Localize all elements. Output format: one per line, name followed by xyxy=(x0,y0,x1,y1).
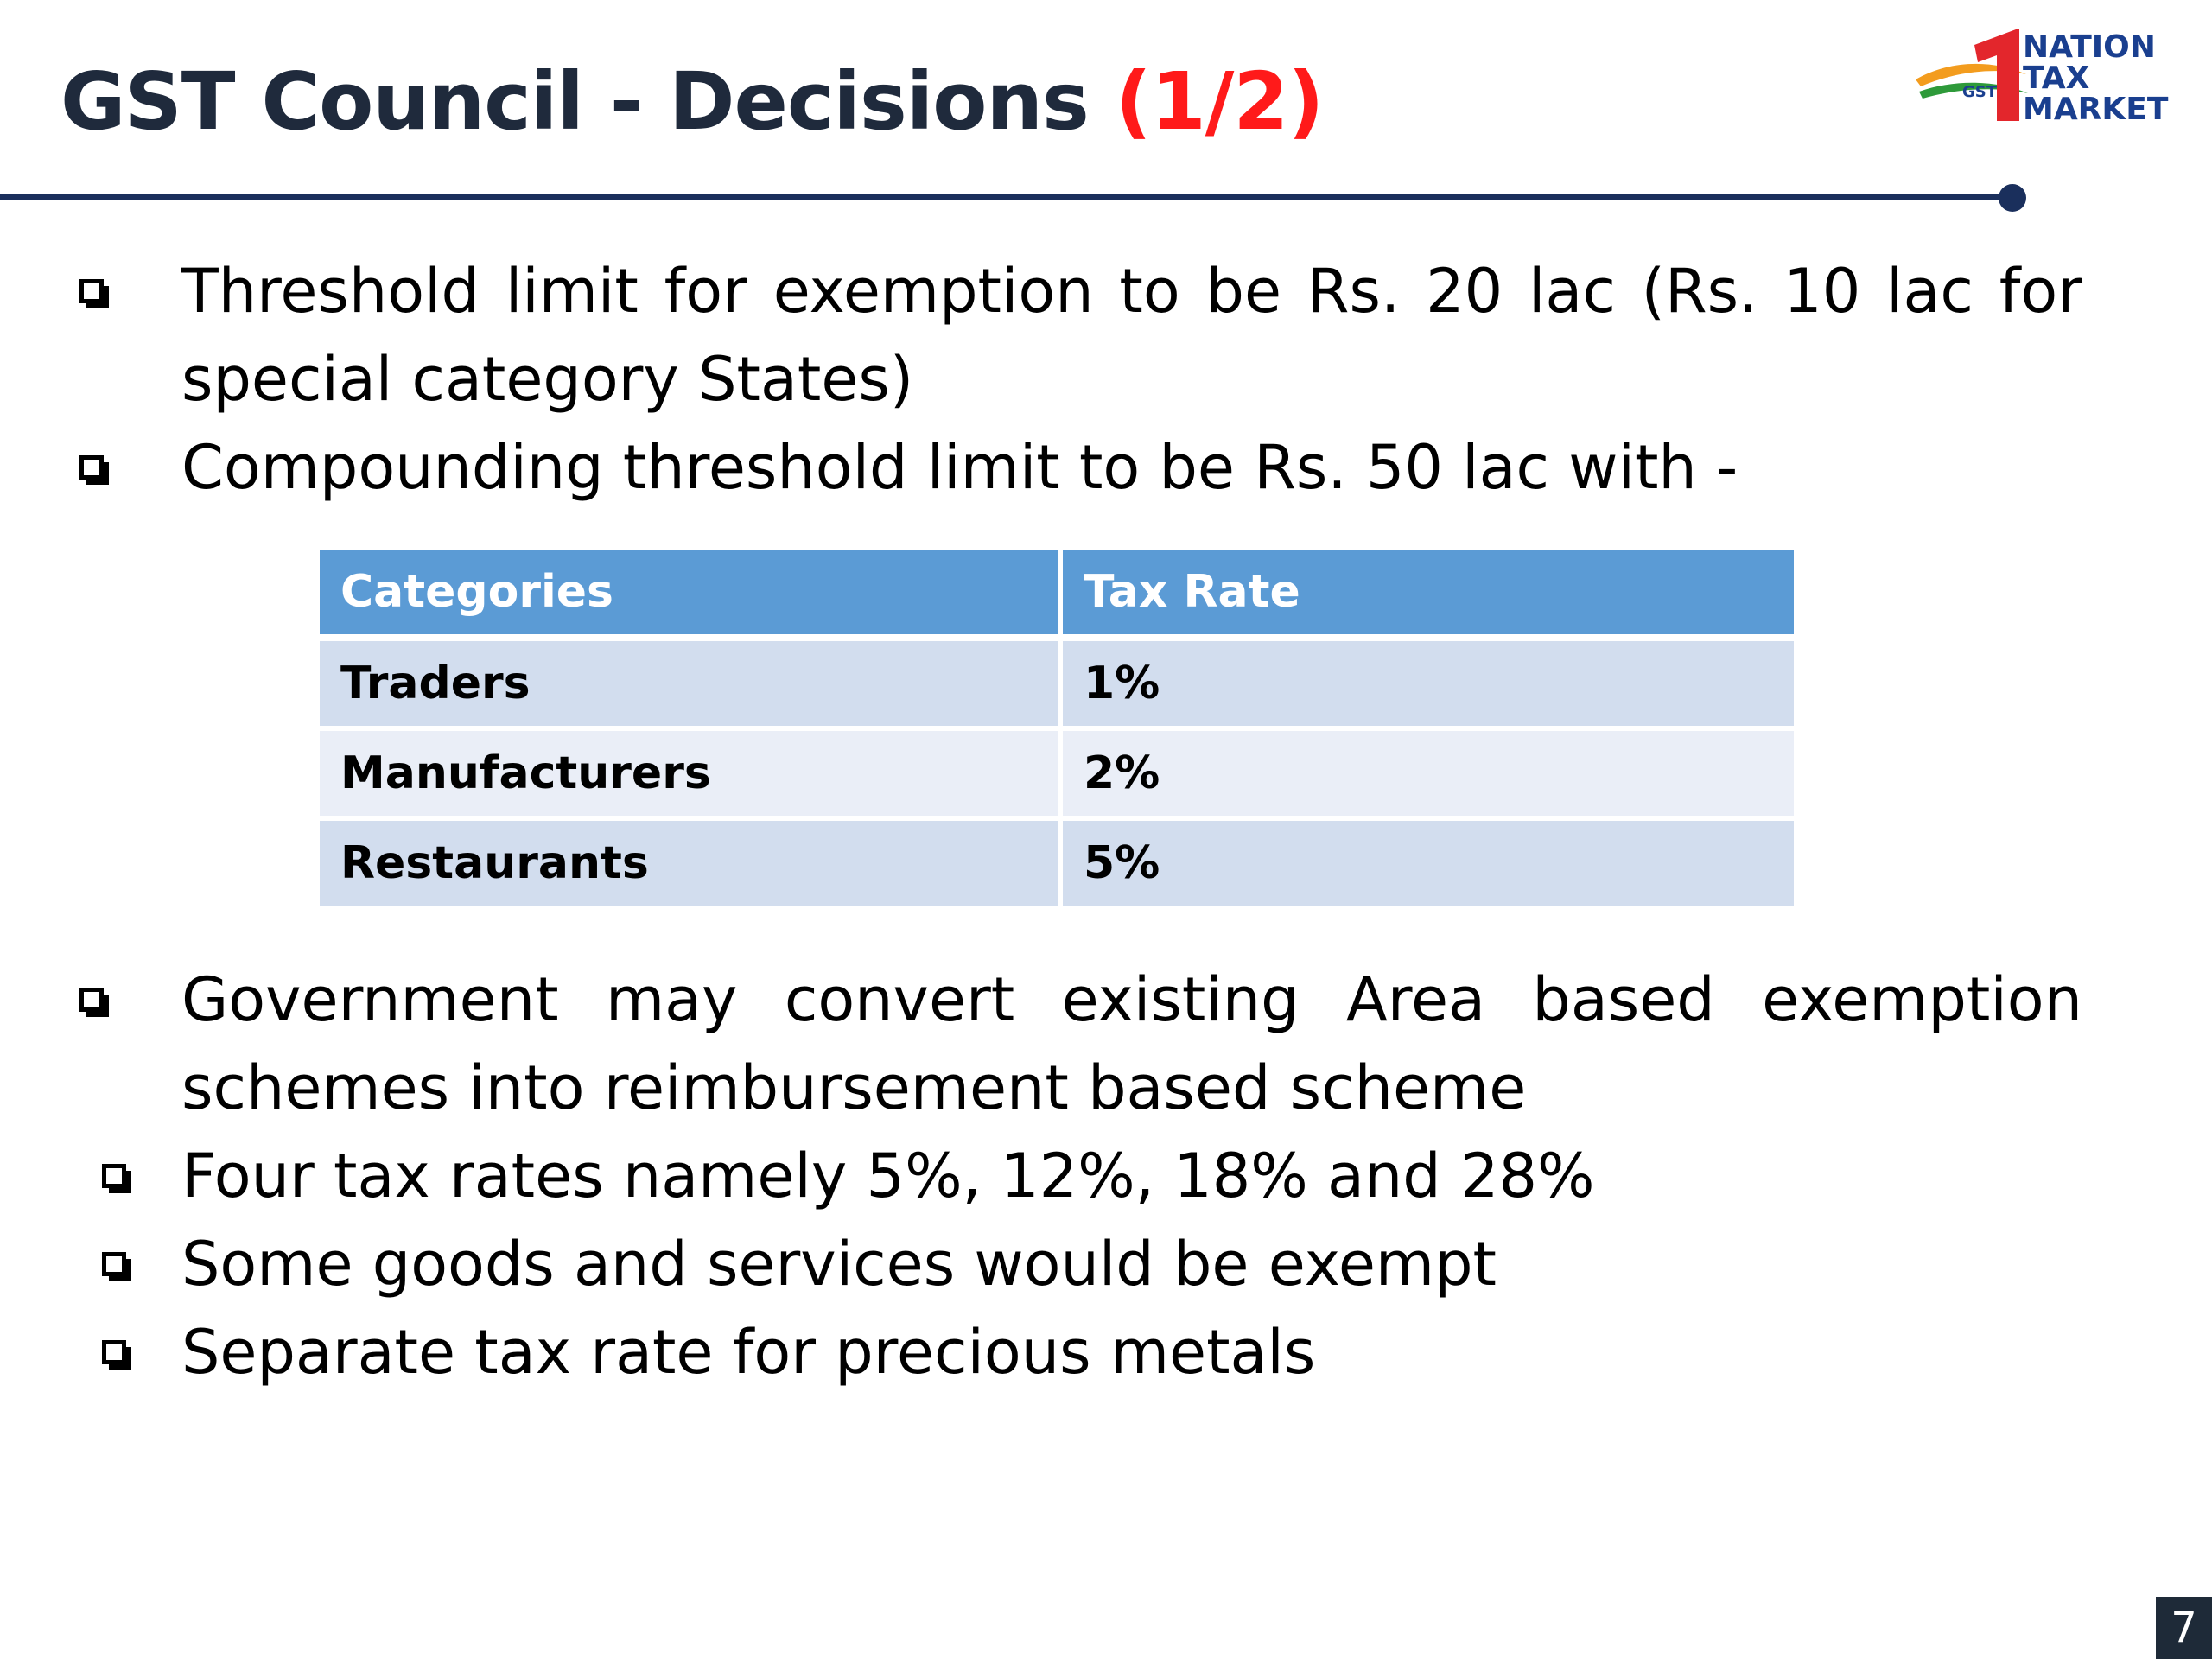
bullet-text-line: Government may convert existing Area based exemption xyxy=(181,964,2082,1035)
checkbox-bullet-icon xyxy=(102,1252,126,1276)
table-row xyxy=(320,821,1794,911)
bullet-text-line: Four tax rates namely 5%, 12%, 18% and 28% xyxy=(181,1141,1595,1211)
bullet-precious-metals xyxy=(0,1308,2212,1403)
bullet-text-line: schemes into reimbursement based scheme xyxy=(181,1052,1527,1123)
logo-line-tax: TAX xyxy=(2023,60,2090,96)
title-divider xyxy=(0,194,2013,200)
checkbox-bullet-icon xyxy=(79,455,104,480)
title-part-indicator: (1/2) xyxy=(1115,55,1324,148)
checkbox-bullet-icon xyxy=(79,988,104,1012)
table-cell: 1% xyxy=(1063,641,1794,731)
table-header-row xyxy=(320,550,1794,641)
bullet-text-line: Compounding threshold limit to be Rs. 50 lac with - xyxy=(181,432,1738,503)
table-cell: Traders xyxy=(320,641,1063,731)
title-text: GST Council - Decisions xyxy=(60,55,1116,148)
logo-badge: GST xyxy=(1962,83,1998,101)
page-number: 7 xyxy=(2156,1597,2212,1659)
page-title xyxy=(60,50,1323,154)
checkbox-bullet-icon xyxy=(102,1164,126,1188)
bullet-four-tax-rates xyxy=(0,1132,2212,1227)
title-divider-dot xyxy=(1999,184,2026,212)
table-row xyxy=(320,641,1794,731)
bullet-area-exemption xyxy=(0,956,2212,1137)
bullet-text-line: Separate tax rate for precious metals xyxy=(181,1317,1316,1388)
bullet-text-line: special category States) xyxy=(181,344,914,415)
table-row xyxy=(320,731,1794,821)
checkbox-bullet-icon xyxy=(79,279,104,303)
table-header-cell: Categories xyxy=(320,550,1063,641)
nation-tax-market-logo xyxy=(1914,26,2190,134)
logo-line-nation: NATION xyxy=(2023,29,2156,65)
bullet-exempt-goods xyxy=(0,1220,2212,1315)
bullet-text-line: Some goods and services would be exempt xyxy=(181,1229,1497,1300)
table-cell: 5% xyxy=(1063,821,1794,911)
compounding-rates-table xyxy=(320,550,1794,911)
logo-one-glyph xyxy=(1974,29,2019,121)
checkbox-bullet-icon xyxy=(102,1340,126,1364)
logo-line-market: MARKET xyxy=(2023,92,2169,127)
table-header-cell: Tax Rate xyxy=(1063,550,1794,641)
bullet-text-line: Threshold limit for exemption to be Rs. 20 lac (Rs. 10 lac for xyxy=(181,256,2082,327)
bullet-threshold-limit xyxy=(0,247,2212,429)
table-cell: 2% xyxy=(1063,731,1794,821)
table-cell: Manufacturers xyxy=(320,731,1063,821)
table-cell: Restaurants xyxy=(320,821,1063,911)
bullet-compounding-limit xyxy=(0,423,2212,518)
